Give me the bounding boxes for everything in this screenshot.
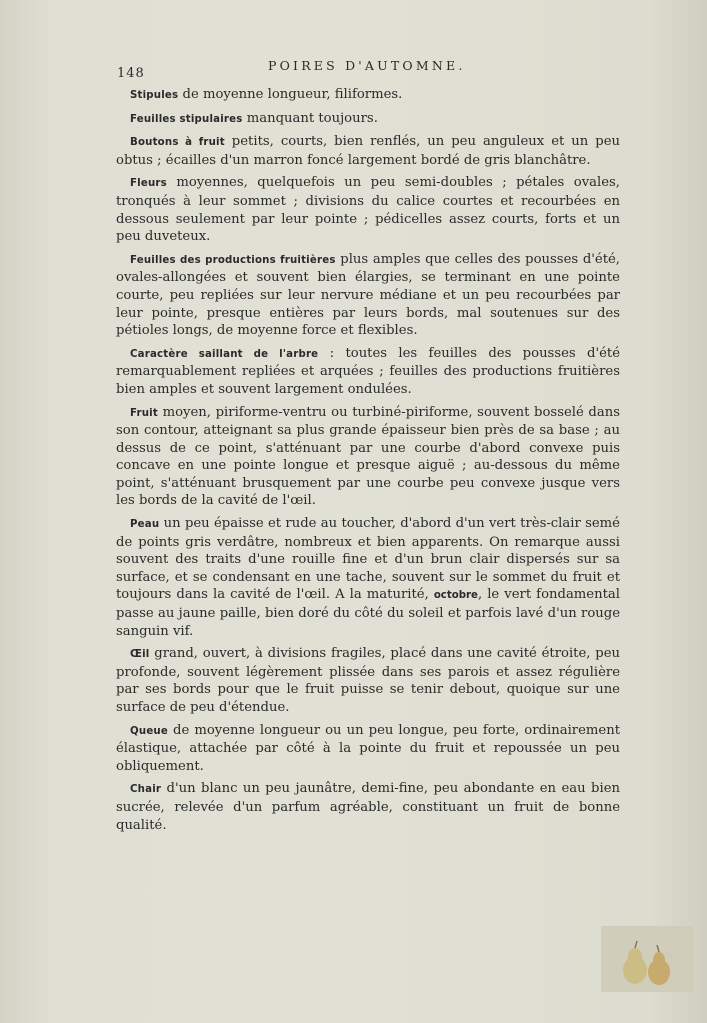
paragraph-text: de moyenne longueur ou un peu longue, peu forte, ordinairement élastique, attachée par côté à la pointe du fruit et repoussée un peu obliquement. xyxy=(116,722,620,774)
term-label: Peau xyxy=(130,519,160,531)
paragraph-tree-character xyxy=(116,345,620,399)
pear-icon xyxy=(601,926,693,992)
page-body xyxy=(116,86,620,839)
paragraph-text: d'un blanc un peu jaunâtre, demi-fine, peu abondante en eau bien sucrée, relevée d'un parfum agréable, constituant un fruit de bonne qualité. xyxy=(116,781,620,833)
paragraph-text: moyennes, quelquefois un peu semi-doubles ; pétales ovales, tronqués à leur sommet ; divisions du calice courtes et recourbées en dessous seulement par leur pointe ; pédicelles assez courts, forts et un peu duveteux. xyxy=(116,175,620,245)
paragraph-text: : toutes les feuilles des pousses d'été remarquablement repliées et arquées ; feuilles des productions fruitières bien amples et souvent largement ondulées. xyxy=(116,345,620,397)
pear-thumbnail xyxy=(601,926,693,992)
paragraph-fruit xyxy=(116,404,620,511)
paragraph-text-continued: , le vert fondamental passe au jaune paille, bien doré du côté du soleil et parfois lavé d'un rouge sanguin vif. xyxy=(116,587,620,639)
paragraph-skin xyxy=(116,515,620,640)
month-emphasis: octobre xyxy=(433,590,478,602)
term-label: Chair xyxy=(130,784,162,796)
paragraph-stipular-leaves xyxy=(116,110,620,129)
paragraph-flowers xyxy=(116,174,620,245)
term-label: Fruit xyxy=(130,407,158,419)
page-number: 148 xyxy=(117,66,145,81)
paragraph-eye xyxy=(116,645,620,716)
term-label: Stipules xyxy=(130,90,179,101)
paragraph-text: grand, ouvert, à divisions fragiles, placé dans une cavité étroite, peu profonde, souvent légèrement plissée dans ses parois et assez régulière par ses bords pour que le fruit puisse se tenir debout, quoique sur une surface de peu d'étendue. xyxy=(116,646,620,715)
paragraph-text: moyen, piriforme-ventru ou turbiné-piriforme, souvent bosselé dans son contour, atteignant sa plus grande épaisseur bien près de sa base ; au dessus de ce point, s'atténuant par une courbe d'abord convexe puis concave en une pointe longue et presque aiguë ; au-dessous du même point, s'atténuant brusquement par une courbe peu convexe jusque vers les bords de la cavité de l'œil. xyxy=(116,404,620,509)
paragraph-flesh xyxy=(116,780,620,834)
paragraph-text: petits, courts, bien renflés, un peu anguleux et un peu obtus ; écailles d'un marron foncé largement bordé de gris blanchâtre. xyxy=(116,134,620,168)
paragraph-text: un peu épaisse et rude au toucher, d'abord d'un vert très-clair semé de points gris verdâtre, nombreux et bien apparents. On remarque aussi souvent des traits d'une rouille fine et d'un brun clair dispersés sur sa surface, et se condensant en une tache, souvent sur le sommet du fruit et toujours dans la cavité de l'œil. A la maturité, xyxy=(116,516,620,603)
paragraph-text: de moyenne longueur, filiformes. xyxy=(178,87,403,102)
term-label: Caractère saillant de l'arbre xyxy=(130,348,319,360)
term-label: Feuilles stipulaires xyxy=(130,113,243,125)
paragraph-stalk xyxy=(116,722,620,776)
term-label: Feuilles des productions fruitières xyxy=(130,254,336,266)
paragraph-text: manquant toujours. xyxy=(242,110,378,126)
term-label: Boutons à fruit xyxy=(130,137,225,149)
term-label: Œil xyxy=(130,649,150,661)
term-label: Fleurs xyxy=(130,178,167,190)
running-head: POIRES D'AUTOMNE. xyxy=(268,58,466,73)
paragraph-fruit-buds xyxy=(116,133,620,169)
paragraph-stipules xyxy=(116,86,620,105)
term-label: Queue xyxy=(130,725,168,737)
paragraph-text: plus amples que celles des pousses d'été, ovales-allongées et souvent bien élargies, se terminant en une pointe courte, peu repliées sur leur nervure médiane et un peu recourbées par leur pointe, presque entières par leurs bords, mal soutenues sur des pétioles longs, de moyenne force et flexibles. xyxy=(116,251,621,339)
paragraph-fruiting-leaves xyxy=(116,251,620,340)
